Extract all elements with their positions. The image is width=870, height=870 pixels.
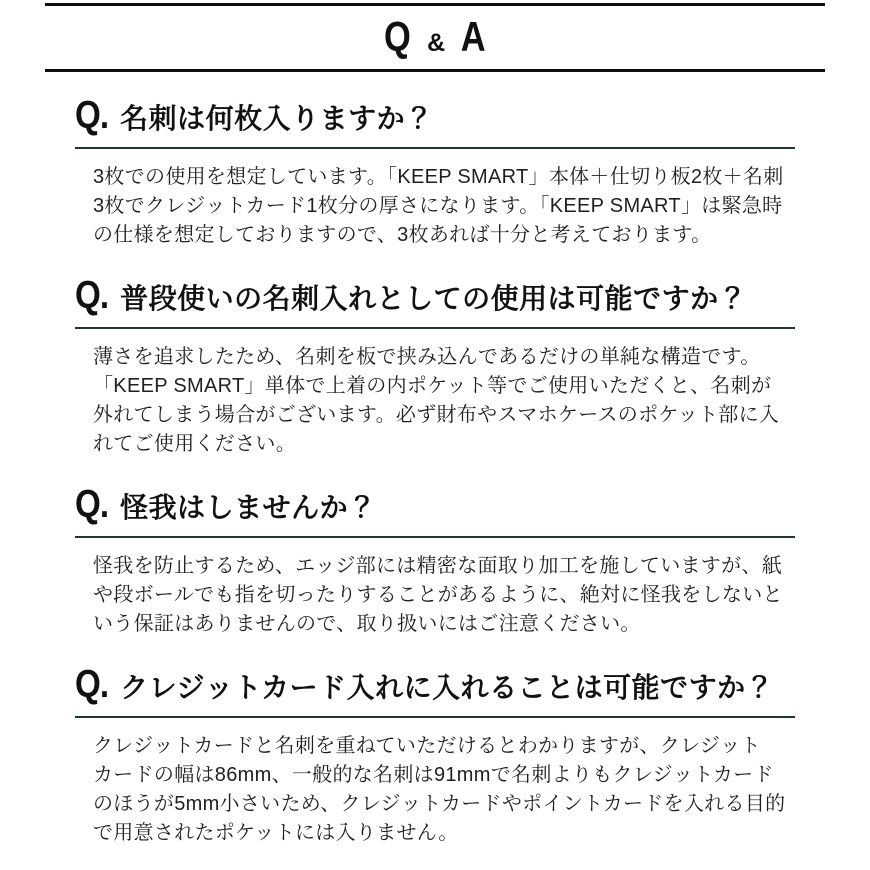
title-letter-a: A: [460, 13, 486, 60]
answer-text: クレジットカードと名刺を重ねていただけるとわかりますが、クレジットカードの幅は86mm、一般的な名刺は91mmで名刺よりもクレジットカードのほうが5mm小さいため、クレジットカードやポイントカードを入れる目的で用意されたポケットには入りません。: [93, 735, 786, 844]
q-prefix: Q.: [75, 274, 109, 317]
header-rule-bottom: [45, 69, 825, 72]
q-prefix: Q.: [75, 663, 109, 706]
faq-item-2: [75, 276, 795, 459]
answer-text: 怪我を防止するため、エッジ部には精密な面取り加工を施していますが、紙や段ボールでも指を切ったりすることがあるように、絶対に怪我をしないという保証はありませんので、取り扱いにはご注意ください。: [93, 555, 783, 635]
q-prefix: Q.: [75, 94, 109, 137]
faq-item-3: [75, 485, 795, 639]
question-text: 怪我はしませんか？: [120, 492, 377, 523]
question-heading: [75, 485, 795, 538]
question-heading: [75, 96, 795, 149]
question-heading: [75, 665, 795, 718]
title-letter-q: Q: [384, 13, 412, 60]
faq-item-4: [75, 665, 795, 848]
answer-text: 薄さを追求したため、名刺を板で挟み込んであるだけの単純な構造です。「KEEP SMART」単体で上着の内ポケット等でご使用いただくと、名刺が外れてしまう場合がございます。必ず財布やスマホケースのポケット部に入れてご使用ください。: [93, 346, 780, 455]
question-text: 名刺は何枚入りますか？: [120, 103, 434, 134]
question-heading: [75, 276, 795, 329]
page-title: [0, 6, 870, 69]
faq-item-1: [75, 96, 795, 250]
question-text: クレジットカード入れに入れることは可能ですか？: [120, 672, 775, 703]
answer-text: 3枚での使用を想定しています。「KEEP SMART」本体＋仕切り板2枚＋名刺3枚でクレジットカード1枚分の厚さになります。「KEEP SMART」は緊急時の仕様を想定しておりますので、3枚あれば十分と考えております。: [93, 166, 784, 246]
title-ampersand: &: [427, 29, 446, 57]
q-prefix: Q.: [75, 483, 109, 526]
question-text: 普段使いの名刺入れとしての使用は可能ですか？: [120, 283, 748, 314]
